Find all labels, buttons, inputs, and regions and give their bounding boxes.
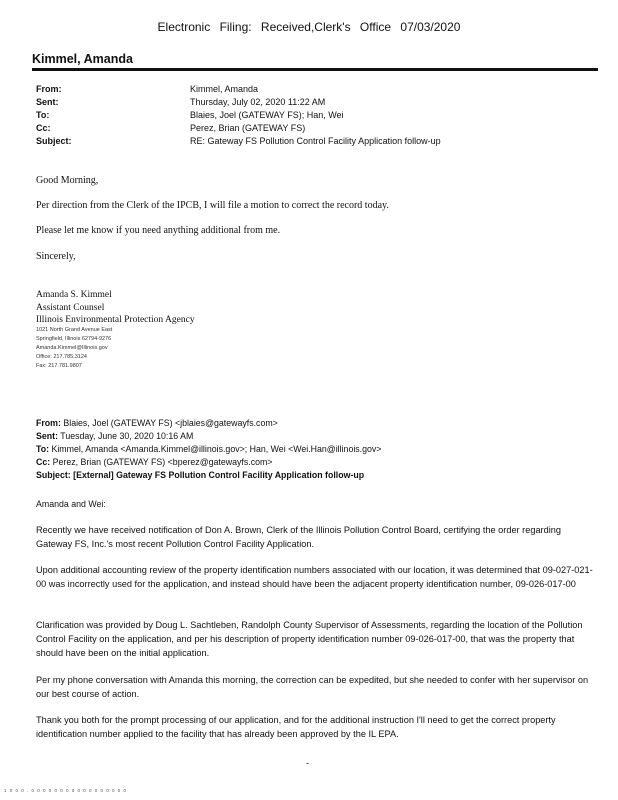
message-paragraph-1: Recently we have received notification of Don A. Brown, Clerk of the Illinois Pollution Control Board, certifying the order regarding Gateway FS, Inc.'s most recent Pollution Control Facility Application. xyxy=(36,525,561,549)
signature-office-phone: Office: 217.785.3124 xyxy=(36,354,87,360)
cc-value: Perez, Brian (GATEWAY FS) xyxy=(190,123,306,133)
fwd-sent-value: Tuesday, June 30, 2020 10:16 AM xyxy=(60,431,194,441)
fwd-from-line xyxy=(36,418,278,428)
stamp-date: 07/03/2020 xyxy=(400,20,461,34)
signature-fax: Fax: 217.781.9807 xyxy=(36,363,82,369)
signature-agency: Illinois Environmental Protection Agency xyxy=(36,315,195,325)
page-dash: - xyxy=(306,758,309,768)
message-greeting: Amanda and Wei: xyxy=(36,499,106,509)
fwd-cc-line xyxy=(36,457,272,467)
signature-address-2: Springfield, Illinois 62794-9276 xyxy=(36,336,112,342)
filing-stamp xyxy=(0,20,618,34)
fwd-to-value: Kimmel, Amanda <Amanda.Kimmel@illinois.gov>; Han, Wei <Wei.Han@illinois.gov> xyxy=(51,444,382,454)
signature-name: Amanda S. Kimmel xyxy=(36,290,112,300)
fwd-cc-value: Perez, Brian (GATEWAY FS) <bperez@gatewayfs.com> xyxy=(52,457,273,467)
subject-value: RE: Gateway FS Pollution Control Facility Application follow-up xyxy=(190,136,441,146)
signature-title: Assistant Counsel xyxy=(36,303,105,313)
to-value: Blaies, Joel (GATEWAY FS); Han, Wei xyxy=(190,110,344,120)
from-value: Kimmel, Amanda xyxy=(190,84,259,94)
fwd-from-label: From: xyxy=(36,418,61,428)
message-paragraph-5: Thank you both for the prompt processing of our application, and for the additional instruction I'll need to get the correct property identification number applied to the facility that has already been approved by the IL EPA. xyxy=(36,715,556,739)
sender-name: Kimmel, Amanda xyxy=(32,52,133,66)
stamp-label-filing: Filing: xyxy=(219,20,252,34)
stamp-label-received: Received,Clerk's xyxy=(260,20,351,34)
fwd-to-label: To: xyxy=(36,444,50,454)
fwd-sent-label: Sent: xyxy=(36,431,58,441)
sent-label: Sent: xyxy=(36,97,59,107)
from-label: From: xyxy=(36,84,62,94)
message-paragraph-4: Per my phone conversation with Amanda this morning, the correction can be expedited, but she needed to confer with her supervisor on our best course of action. xyxy=(36,675,589,699)
signature-email: Amanda.Kimmel@Illinois.gov xyxy=(36,345,108,351)
fwd-sent-line xyxy=(36,431,193,441)
sent-value: Thursday, July 02, 2020 11:22 AM xyxy=(190,97,326,107)
fwd-subject-value: [External] Gateway FS Pollution Control Facility Application follow-up xyxy=(73,470,365,480)
message-paragraph-2: Upon additional accounting review of the property identification numbers associated with our location, it was determined that 09-027-021-00 was incorrectly used for the application, and instead should have been the adjacent property identification number, 09-026-017-00 xyxy=(36,565,593,589)
reply-line-2: Please let me know if you need anything additional from me. xyxy=(36,225,281,236)
message-paragraph-3: Clarification was provided by Doug L. Sachtleben, Randolph County Supervisor of Assessments, regarding the location of the Pollution Control Facility on the application, and per his description of property identification number 09-026-017-00, that was the property that should have been on the initial application. xyxy=(36,620,583,658)
fwd-subject-label: Subject: xyxy=(36,470,71,480)
reply-line-1: Per direction from the Clerk of the IPCB, I will file a motion to correct the record today. xyxy=(36,200,389,211)
header-rule xyxy=(32,68,598,71)
fwd-cc-label: Cc: xyxy=(36,457,51,467)
fwd-subject-line xyxy=(36,470,364,480)
reply-closing: Sincerely, xyxy=(36,251,76,262)
fwd-from-value: Blaies, Joel (GATEWAY FS) <jblaies@gatewayfs.com> xyxy=(63,418,278,428)
footer-text: 1 0 0 0 . 0 0 0 0 0 0 0 0 0 0 0 0 0 0 0 0 0 xyxy=(4,788,128,793)
fwd-to-line xyxy=(36,444,381,454)
reply-greeting: Good Morning, xyxy=(36,175,99,186)
cc-label: Cc: xyxy=(36,123,51,133)
stamp-label-electronic: Electronic xyxy=(157,20,211,34)
to-label: To: xyxy=(36,110,50,120)
subject-label: Subject: xyxy=(36,136,72,146)
stamp-label-office: Office xyxy=(359,20,392,34)
signature-address-1: 1021 North Grand Avenue East xyxy=(36,327,113,333)
